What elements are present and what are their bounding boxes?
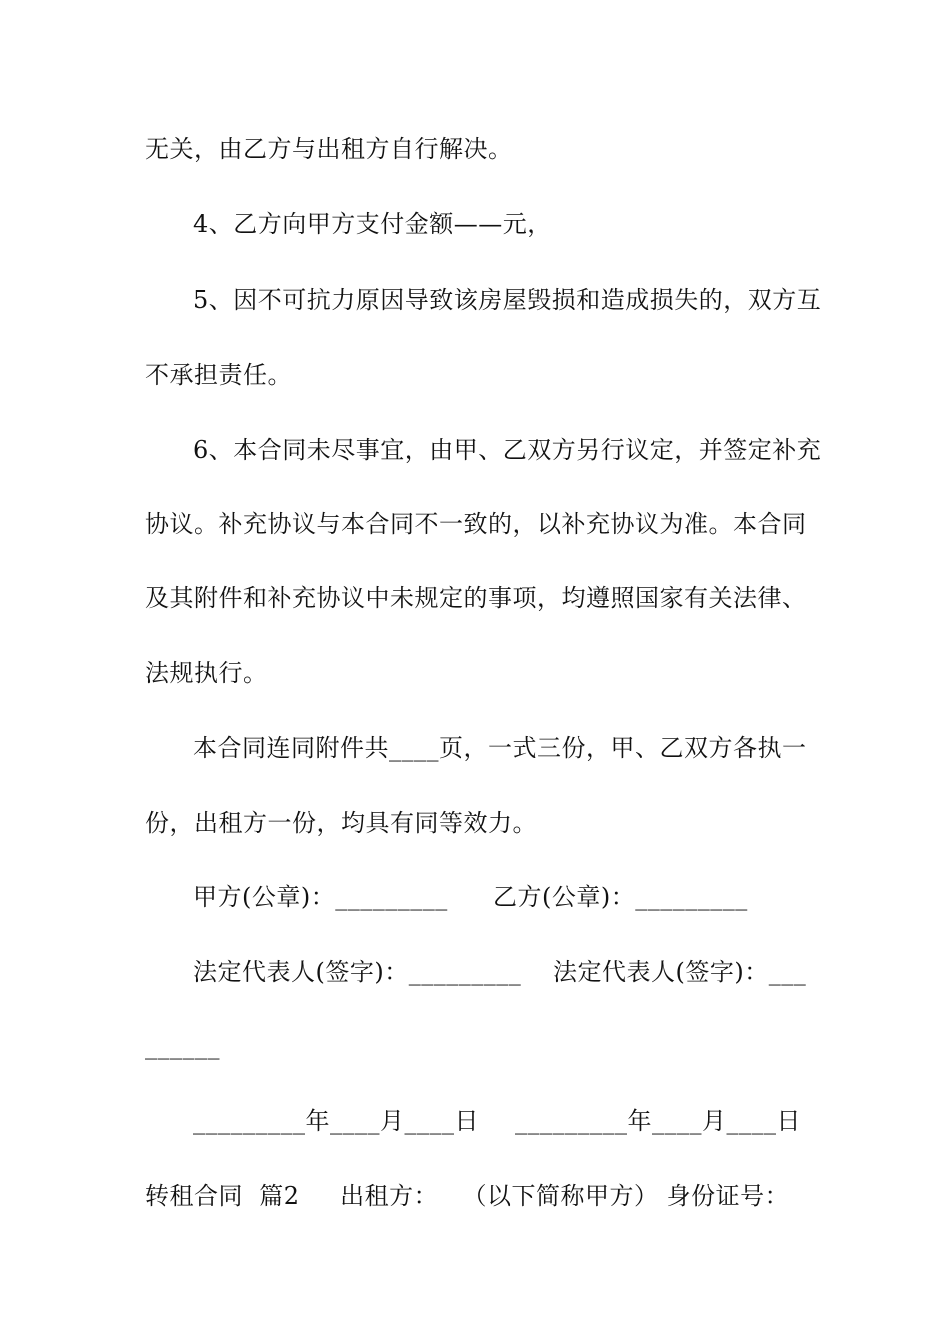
paragraph-line: 无关，由乙方与出租方自行解决。 xyxy=(145,135,513,163)
party-b-representative-field: 法定代表人(签字)：___ xyxy=(553,958,807,986)
party-b-date-field: _________年____月____日 xyxy=(515,1107,801,1135)
clause-5-cont: 不承担责任。 xyxy=(145,361,292,389)
party-a-date-field: _________年____月____日 xyxy=(193,1107,479,1135)
party-b-seal-field: 乙方(公章)：_________ xyxy=(493,883,748,911)
clause-6-cont-1: 协议。补充协议与本合同不一致的，以补充协议为准。本合同 xyxy=(145,510,807,538)
party-a-seal-field: 甲方(公章)：_________ xyxy=(193,883,448,911)
copies-clause-cont: 份，出租方一份，均具有同等效力。 xyxy=(145,809,537,837)
clause-6-cont-2: 及其附件和补充协议中未规定的事项，均遵照国家有关法律、 xyxy=(145,584,807,612)
party-a-representative-field: 法定代表人(签字)：_________ xyxy=(193,958,522,986)
copies-clause: 本合同连同附件共____页，一式三份，甲、乙双方各执一 xyxy=(193,734,807,762)
clause-4: 4、乙方向甲方支付金额——元， xyxy=(193,210,552,238)
clause-5: 5、因不可抗力原因导致该房屋毁损和造成损失的，双方互 xyxy=(193,286,822,314)
clause-6: 6、本合同未尽事宜，由甲、乙双方另行议定，并签定补充 xyxy=(193,436,822,464)
next-section-heading: 转租合同 篇2 出租方： （以下简称甲方） 身份证号： xyxy=(145,1182,790,1210)
clause-6-cont-3: 法规执行。 xyxy=(145,659,268,687)
party-b-representative-field-cont: ______ xyxy=(145,1032,220,1060)
